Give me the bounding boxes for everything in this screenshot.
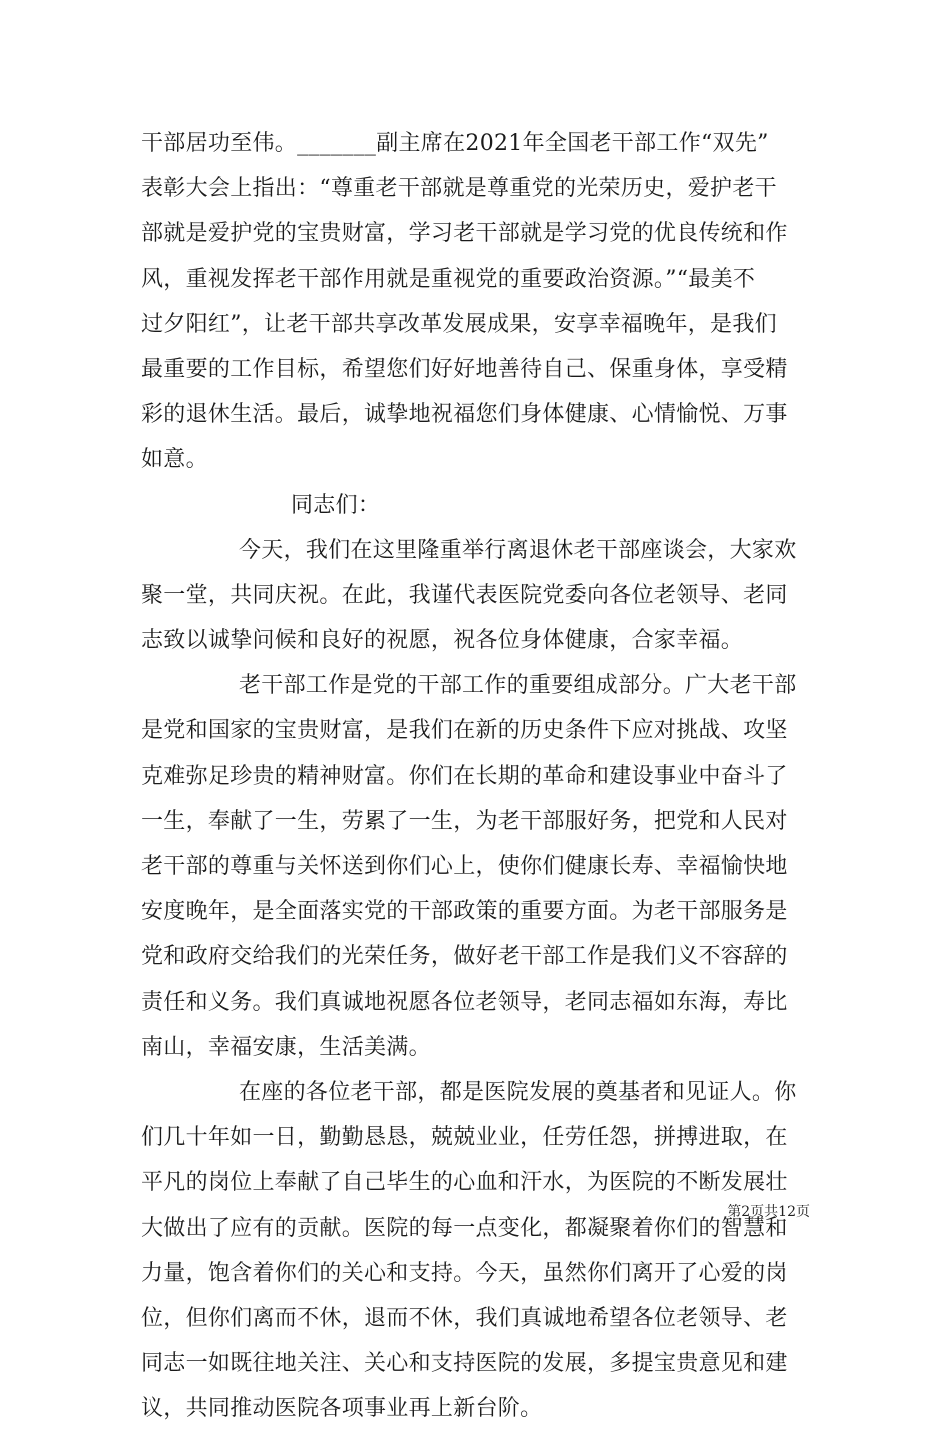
text-line: 是党和国家的宝贵财富，是我们在新的历史条件下应对挑战、攻坚	[141, 718, 788, 744]
text-line: 大做出了应有的贡献。医院的每一点变化，都凝聚着你们的智慧和	[141, 1215, 788, 1241]
text-line: 同志一如既往地关注、关心和支持医院的发展，多提宝贵意见和建	[141, 1351, 788, 1377]
text-line: 南山，幸福安康，生活美满。	[141, 1034, 431, 1060]
text-line: 干部居功至伟。_______副主席在2021年全国老干部工作“双先”	[141, 131, 769, 156]
salutation: 同志们：	[291, 492, 381, 518]
text-line: 老干部的尊重与关怀送到你们心上，使你们健康长寿、幸福愉快地	[141, 854, 788, 879]
text-line: 过夕阳红”，让老干部共享改革发展成果，安享幸福晚年，是我们	[141, 311, 777, 337]
paragraph-start-line: 在座的各位老干部，都是医院发展的奠基者和见证人。你	[239, 1079, 797, 1105]
text-line: 克难弥足珍贵的精神财富。你们在长期的革命和建设事业中奋斗了	[141, 763, 788, 789]
text-line: 们几十年如一日，勤勤恳恳，兢兢业业，任劳任怨，拼搏进取，在	[141, 1125, 788, 1151]
document-body	[141, 121, 811, 1431]
text-line: 部就是爱护党的宝贵财富，学习老干部就是学习党的优良传统和作	[141, 221, 788, 247]
text-line: 责任和义务。我们真诚地祝愿各位老领导，老同志福如东海，寿比	[141, 989, 788, 1015]
text-line: 彩的退休生活。最后，诚挚地祝福您们身体健康、心情愉悦、万事	[141, 402, 788, 428]
paragraph-start-line: 老干部工作是党的干部工作的重要组成部分。广大老干部	[239, 673, 797, 699]
text-line: 平凡的岗位上奉献了自己毕生的心血和汗水，为医院的不断发展壮	[141, 1170, 788, 1196]
text-line: 聚一堂，共同庆祝。在此，我谨代表医院党委向各位老领导、老同	[141, 582, 788, 608]
text-line: 风，重视发挥老干部作用就是重视党的重要政治资源。”“最美不	[141, 266, 756, 292]
text-line: 力量，饱含着你们的关心和支持。今天，虽然你们离开了心爱的岗	[141, 1260, 788, 1286]
paragraph-start-line: 今天，我们在这里隆重举行离退休老干部座谈会，大家欢	[239, 537, 797, 563]
text-line: 一生，奉献了一生，劳累了一生，为老干部服好务，把党和人民对	[141, 808, 788, 834]
text-line: 志致以诚挚问候和良好的祝愿，祝各位身体健康，合家幸福。	[141, 628, 744, 654]
page-number-footer: 第2页共12页	[727, 1204, 810, 1220]
text-line: 议，共同推动医院各项事业再上新台阶。	[141, 1396, 543, 1422]
text-line: 安度晚年，是全面落实党的干部政策的重要方面。为老干部服务是	[141, 899, 788, 925]
text-line: 最重要的工作目标，希望您们好好地善待自己、保重身体，享受精	[141, 356, 788, 382]
text-line: 表彰大会上指出：“尊重老干部就是尊重党的光荣历史，爱护老干	[141, 176, 777, 202]
text-line: 位，但你们离而不休，退而不休，我们真诚地希望各位老领导、老	[141, 1305, 788, 1331]
text-line: 党和政府交给我们的光荣任务，做好老干部工作是我们义不容辞的	[141, 944, 788, 970]
text-line: 如意。	[141, 447, 208, 473]
